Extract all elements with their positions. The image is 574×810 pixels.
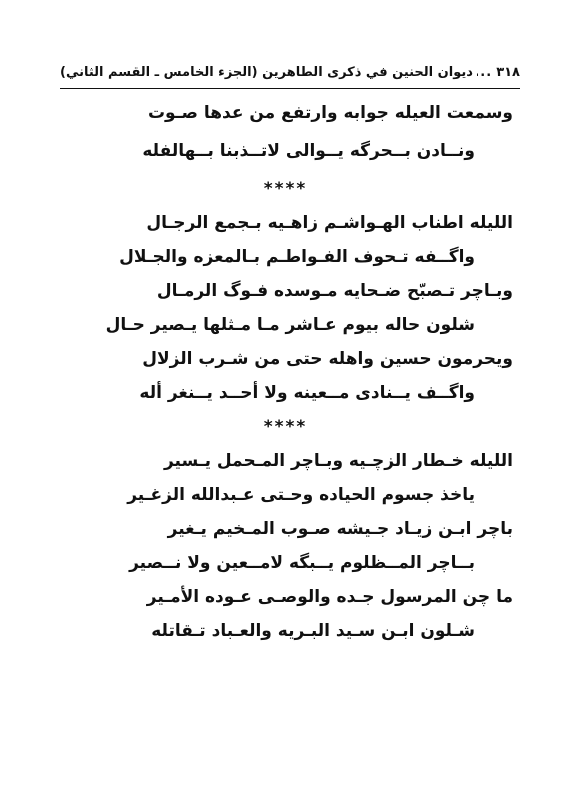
running-header (60, 62, 520, 84)
stanza-separator: **** (263, 179, 308, 199)
verse-line: ما چن المرسول جـده والوصـى عـوده الأمـير (146, 587, 513, 607)
header-divider (60, 88, 520, 89)
verse-line: بــاچر المــظلوم يــبگه لامــعين ولا نــصير (129, 553, 475, 573)
book-title: ديوان الحنين في ذكرى الطاهرين (الجزء الخامس ـ القسم الثاني) (60, 65, 473, 80)
header-leader-dots (477, 62, 492, 84)
verse-line: شلون حاله بيوم عـاشر مـا مـثلها يـصير حـال (105, 315, 475, 335)
verse-line: ويحرمون حسين واهله حتى من شـرب الزلال (142, 349, 513, 369)
verse-line: شـلون ابـن سـيد البـريه والعـباد تـقاتله (151, 621, 475, 641)
verse-line: الليله خـطار الزچـيه وبـاچر المـحمل يـسير (163, 451, 513, 471)
verse-line: باچر ابـن زيـاد جـيشه صـوب المـخيم يـغير (167, 519, 513, 539)
verse-line: وسمعت العيله جوابه وارتفع من عدها صـوت (147, 103, 513, 123)
page-number: ٣١٨ (496, 65, 520, 80)
verse-line: ياخذ جسوم الحياده وحـتى عـبدالله الزغـير (127, 485, 475, 505)
verse-line: واگــفه تـحوف الفـواطـم بـالمعزه والجـلال (119, 247, 475, 267)
stanza-separator: **** (263, 417, 308, 437)
verse-line: وبـاچر تـصبّح ضـحايه مـوسده فـوگ الرمـال (156, 281, 513, 301)
verse-line: ونــادن بــحرگه يــوالى لاتــذبنا بــهالفله (142, 141, 475, 161)
verse-line: الليله اطناب الهـواشـم زاهـيه بـجمع الرجـال (146, 213, 513, 233)
verse-line: واگــف يــنادى مــعينه ولا أحــد يــنغر أله (139, 383, 475, 403)
